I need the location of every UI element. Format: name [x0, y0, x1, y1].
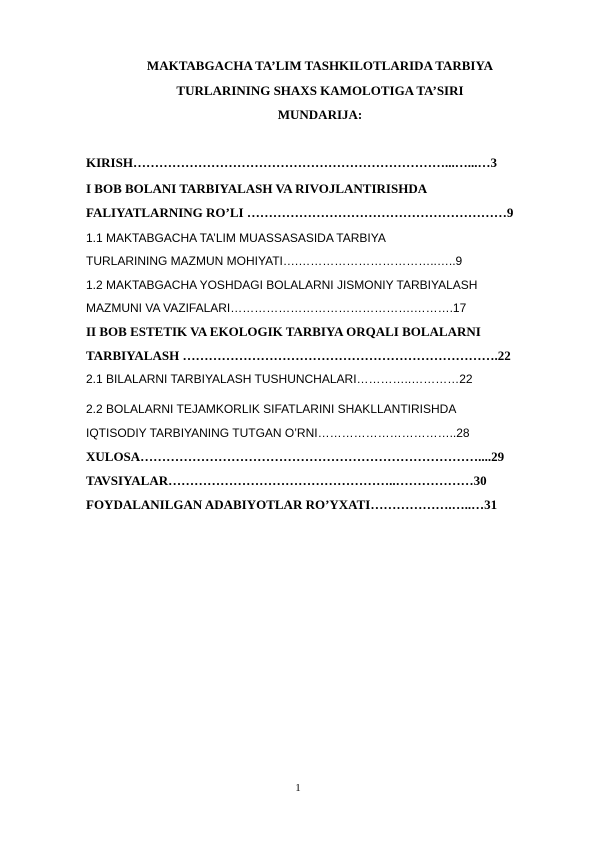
- toc-entry-1-1-line2: TURLARINING MAZMUN MOHIYATI….……………………………..…..9: [86, 254, 463, 268]
- toc-entry-2-2-line1: 2.2 BOLALARNI TEJAMKORLIK SIFATLARINI SHAKLLANTIRISHDA: [86, 402, 457, 416]
- toc-entry-bob2-line1: II BOB ESTETIK VA EKOLOGIK TARBIYA ORQALI BOLALARNI: [86, 324, 481, 339]
- toc-entry-foydalanilgan-adabiyotlar: FOYDALANILGAN ADABIYOTLAR RO’YXATI……………….…..…31: [86, 497, 498, 512]
- toc-entry-kirish: KIRISH………………………………………………………………...…...…3: [86, 155, 497, 170]
- page-number: 1: [295, 782, 301, 794]
- toc-entry-bob2-line2: TARBIYALASH ……………………………………………………………….22: [86, 348, 511, 363]
- toc-entry-bob1-line2: FALIYATLARNING RO’LI ……………………………………………………9: [86, 205, 514, 220]
- contents-heading: MUNDARIJA:: [277, 107, 363, 122]
- toc-entry-tavsiyalar: TAVSIYALAR……………………………………………..………………30: [86, 473, 487, 488]
- toc-entry-1-2-line2: MAZMUNI VA VAZIFALARI……………………………………….……….17: [86, 301, 467, 315]
- toc-entry-bob1-line1: I BOB BOLANI TARBIYALASH VA RIVOJLANTIRISHDA: [86, 181, 428, 196]
- toc-entry-xulosa: XULOSA……………………………………………………………………....29: [86, 449, 505, 464]
- toc-entry-1-1-line1: 1.1 MAKTABGACHA TA’LIM MUASSASASIDA TARBIYA: [86, 231, 386, 245]
- document-title-line-2: TURLARINING SHAXS KAMOLOTIGA TA’SIRI: [176, 83, 464, 98]
- toc-entry-1-2-line1: 1.2 MAKTABGACHA YOSHDAGI BOLALARNI JISMONIY TARBIYALASH: [86, 278, 478, 292]
- toc-entry-2-2-line2: IQTISODIY TARBIYANING TUTGAN O’RNI……………………………..28: [86, 426, 470, 440]
- toc-entry-2-1: 2.1 BILALARNI TARBIYALASH TUSHUNCHALARI…………..…………22: [86, 372, 473, 386]
- document-title-line-1: MAKTABGACHA TA’LIM TASHKILOTLARIDA TARBIYA: [146, 58, 494, 73]
